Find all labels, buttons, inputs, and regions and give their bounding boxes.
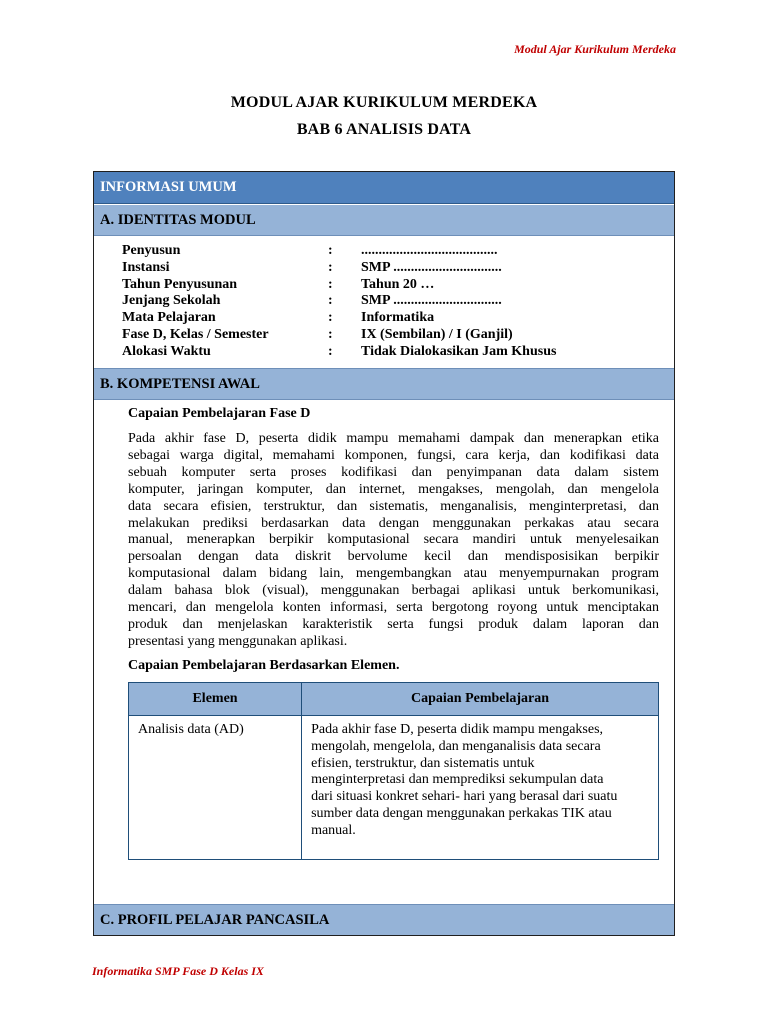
page-header-note: Modul Ajar Kurikulum Merdeka: [514, 42, 676, 56]
table-row: [129, 716, 659, 860]
table-cell-elemen: Analisis data (AD): [129, 716, 302, 860]
cell-line: menginterpretasi dan memprediksi sekumpulan data: [311, 772, 604, 788]
paragraph-line: melakukan prediksi berdasarkan data dengan menggunakan perkakas atau secara: [128, 515, 659, 531]
paragraph-line: produk dan menjelaskan karakteristik serta fungsi produk dalam laporan dan: [128, 616, 659, 632]
paragraph-line: mencari, dan mengelola konten informasi, serta bergotong royong untuk menciptakan: [128, 600, 659, 616]
capaian-fase-paragraph: [128, 431, 659, 651]
paragraph-line: komputasional dalam bidang lain, mengembangkan atau menyempurnakan program: [128, 566, 659, 582]
identitas-colon: :: [328, 343, 333, 359]
identitas-colon: :: [328, 310, 333, 326]
identitas-value: SMP ...............................: [361, 259, 502, 275]
identitas-label: Tahun Penyusunan: [122, 276, 238, 292]
section-profil-pelajar: C. PROFIL PELAJAR PANCASILA: [94, 904, 674, 935]
paragraph-line: persoalan dengan data diskrit bervolume kecil dan mendisposisikan berpikir: [128, 549, 659, 565]
cell-line: efisien, terstruktur, dan sistematis untuk: [311, 755, 535, 771]
section-informasi-umum: INFORMASI UMUM: [94, 172, 674, 204]
identitas-colon: :: [328, 259, 333, 275]
identitas-colon: :: [328, 243, 333, 258]
paragraph-line: manual, menerapkan berpikir komputasional secara mandiri untuk menyelesaikan: [128, 532, 659, 548]
capaian-elemen-heading: Capaian Pembelajaran Berdasarkan Elemen.: [128, 658, 400, 673]
identitas-value: Tahun 20 …: [361, 276, 435, 292]
paragraph-line: komputer, jaringan komputer, dan internet, mengakses, mengolah, dan mengelola: [128, 481, 659, 497]
paragraph-line: dalam bahasa blok (visual), menggunakan berbagai aplikasi untuk berkomunikasi,: [128, 583, 659, 599]
paragraph-line: Pada akhir fase D, peserta didik mampu memahami dampak dan menerapkan etika: [128, 431, 659, 446]
identitas-label: Penyusun: [122, 243, 181, 258]
cell-line: manual.: [311, 822, 356, 838]
cell-line: Pada akhir fase D, peserta didik mampu mengakses,: [311, 722, 604, 737]
capaian-fase-heading: Capaian Pembelajaran Fase D: [128, 406, 311, 421]
paragraph-line: presentasi yang menggunakan aplikasi.: [128, 633, 348, 649]
cell-line: mengolah, mengelola, dan menganalisis data secara: [311, 738, 601, 754]
identitas-value: IX (Sembilan) / I (Ganjil): [361, 326, 513, 342]
elemen-table: [128, 682, 659, 860]
identitas-label: Jenjang Sekolah: [122, 293, 221, 309]
identitas-label: Mata Pelajaran: [122, 310, 216, 326]
section-kompetensi-awal: B. KOMPETENSI AWAL: [94, 368, 674, 400]
page-footer-note: Informatika SMP Fase D Kelas IX: [92, 964, 264, 978]
identitas-label: Fase D, Kelas / Semester: [122, 326, 269, 342]
chapter-title: BAB 6 ANALISIS DATA: [296, 121, 472, 138]
table-header-capaian: Capaian Pembelajaran: [302, 683, 659, 716]
module-title: MODUL AJAR KURIKULUM MERDEKA: [230, 94, 538, 111]
paragraph-line: data secara efisien, terstruktur, dan sistematis, menganalisis, menginterpretasi, dan: [128, 498, 659, 514]
identitas-value: Tidak Dialokasikan Jam Khusus: [361, 343, 557, 359]
identitas-value: Informatika: [361, 310, 435, 326]
identitas-value: .......................................: [361, 243, 498, 258]
cell-line: sumber data dengan menggunakan perkakas TIK atau: [311, 805, 612, 821]
cell-line: dari situasi konkret sehari- hari yang berasal dari suatu: [311, 789, 618, 805]
table-header-elemen: Elemen: [129, 683, 302, 716]
identitas-colon: :: [328, 326, 333, 342]
identitas-value: SMP ...............................: [361, 293, 502, 309]
section-identitas-modul: A. IDENTITAS MODUL: [94, 205, 674, 236]
identitas-label: Alokasi Waktu: [122, 343, 211, 359]
paragraph-line: sebagai warga digital, memahami komponen, fungsi, cara kerja, dan kodifikasi data: [128, 447, 659, 463]
identitas-colon: :: [328, 276, 333, 292]
identitas-colon: :: [328, 293, 333, 309]
paragraph-line: sebuah komputer serta proses kodifikasi dan penyimpanan data dalam sistem: [128, 464, 659, 480]
identitas-label: Instansi: [122, 259, 170, 275]
table-cell-capaian: [302, 716, 659, 860]
table-header-row: [129, 683, 659, 716]
module-frame: [93, 171, 675, 936]
